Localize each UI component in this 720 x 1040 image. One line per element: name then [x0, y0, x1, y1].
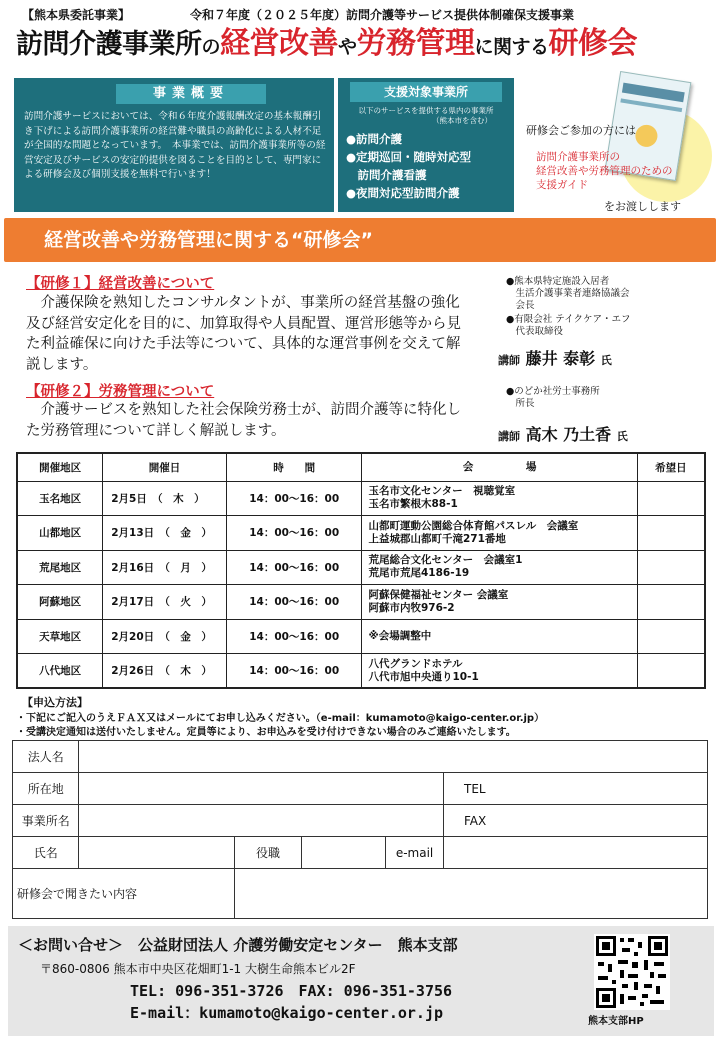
hope-checkbox-cell[interactable] — [637, 619, 705, 654]
target-item: 訪問介護看護 — [346, 168, 427, 182]
footer-address: 〒860-0806 熊本市中央区花畑町1-1 大樹生命熊本ビル2F — [40, 962, 356, 976]
email-field[interactable] — [443, 837, 707, 869]
target-note-line: （熊本市を含む） — [432, 116, 492, 125]
form-row — [13, 869, 708, 919]
title-part: 経営改善 — [220, 26, 339, 61]
venue-address: 玉名市繁根木88-1 — [368, 498, 458, 511]
schedule-table — [16, 452, 706, 689]
lecturer-label: 講師 — [498, 354, 520, 367]
date-cell: 2月17日 （ 火 ） — [103, 585, 227, 620]
corp-name-field[interactable] — [79, 741, 708, 773]
seminar2-body: 介護サービスを熟知した社会保険労務士が、訪問介護等に特化した労務管理について詳しく解説します。 — [26, 402, 461, 439]
target-heading: 支援対象事業所 — [350, 82, 502, 102]
schedule-header-row — [17, 453, 705, 481]
title-part: 訪問介護事業所 — [16, 29, 202, 60]
address-field[interactable] — [79, 773, 444, 805]
footer-tel-fax: TEL: 096-351-3726 FAX: 096-351-3756 — [130, 982, 453, 1000]
lecturer-label: 講師 — [498, 430, 520, 443]
qr-code-icon[interactable] — [594, 934, 670, 1010]
time-cell: 14：00～16：00 — [226, 654, 362, 689]
booklet-guide-title — [536, 150, 673, 192]
overview-box — [14, 78, 334, 212]
target-item: ●定期巡回・随時対応型 — [346, 150, 472, 164]
date-cell: 2月26日 （ 木 ） — [103, 654, 227, 689]
org-line: ●熊本県特定施設入居者 — [506, 276, 610, 287]
venue-name: 八代グランドホテル — [368, 657, 463, 670]
seminar1-heading: 【研修１】経営改善について — [26, 276, 215, 292]
page-title — [16, 24, 637, 67]
lecturer1-org — [506, 276, 630, 312]
name-field[interactable] — [79, 837, 235, 869]
target-note — [346, 106, 506, 126]
hope-checkbox-cell[interactable] — [637, 585, 705, 620]
title-part: や — [338, 36, 357, 58]
table-row — [17, 516, 705, 551]
time-cell: 14：00～16：00 — [226, 619, 362, 654]
date-cell: 2月20日 （ 金 ） — [103, 619, 227, 654]
office-name-field[interactable] — [79, 805, 444, 837]
area-cell: 阿蘇地区 — [17, 585, 103, 620]
venue-address: 八代市旭中央通り10-1 — [368, 670, 479, 683]
org-line: ●のどか社労士事務所 — [506, 386, 600, 397]
guide-line: 支援ガイド — [536, 179, 589, 191]
org-line: ●有限会社 テイクケア・エフ — [506, 314, 631, 325]
header-tag: 【熊本県委託事業】 — [22, 8, 131, 22]
fax-field[interactable] — [486, 805, 707, 837]
target-box — [338, 78, 514, 212]
venue-address: 阿蘇市内牧976-2 — [368, 601, 455, 614]
time-cell: 14：00～16：00 — [226, 481, 362, 516]
footer-inquiry: ＜お問い合せ＞ 公益財団法人 介護労働安定センター 熊本支部 — [18, 936, 458, 954]
time-cell: 14：00～16：00 — [226, 585, 362, 620]
apply-heading: 【申込方法】 — [22, 696, 88, 709]
booklet-figure — [634, 123, 659, 148]
table-row — [17, 654, 705, 689]
form-row — [13, 805, 708, 837]
lecturer2-org — [506, 386, 600, 410]
booklet-caption: をお渡しします — [604, 200, 681, 213]
col-header: 開催地区 — [17, 453, 103, 481]
lecturer1-org — [506, 314, 630, 338]
hope-checkbox-cell[interactable] — [637, 516, 705, 551]
form-label: 所在地 — [13, 773, 79, 805]
hope-checkbox-cell[interactable] — [637, 550, 705, 585]
org-line: 代表取締役 — [506, 326, 564, 337]
venue-name: ※会場調整中 — [368, 629, 432, 642]
lecturer2-name — [498, 422, 628, 445]
title-part: 労務管理 — [356, 26, 475, 61]
footer-email[interactable]: E-mail：kumamoto@kaigo-center.or.jp — [130, 1004, 444, 1022]
target-item: ●夜間対応型訪問介護 — [346, 186, 460, 200]
form-row — [13, 741, 708, 773]
form-label: 研修会で聞きたい内容 — [13, 869, 235, 919]
venue-name: 阿蘇保健福祉センター 会議室 — [368, 588, 509, 601]
booklet-caption: 研修会ご参加の方には — [526, 124, 636, 137]
form-row — [13, 837, 708, 869]
area-cell: 天草地区 — [17, 619, 103, 654]
venue-cell — [362, 516, 637, 551]
col-header: 時 間 — [226, 453, 362, 481]
question-field[interactable] — [235, 869, 708, 919]
date-cell: 2月16日 （ 月 ） — [103, 550, 227, 585]
venue-cell — [362, 585, 637, 620]
apply-note: ・下記にご記入のうえＦＡＸ又はメールにてお申し込みください。（e-mail：kumamoto@kaigo-center.or.jp） — [16, 713, 545, 724]
org-line: 生活介護事業者連絡協議会 — [506, 288, 630, 299]
col-header: 会 場 — [362, 453, 637, 481]
seminar1-body: 介護保険を熟知したコンサルタントが、事業所の経営基盤の強化及び経営安定化を目的に、加算取得や人員配置、運営形態等から見た利益確保に向けた手法等について、具体的な運営事例を交えて解説します。 — [26, 295, 461, 373]
form-label: 役職 — [235, 837, 301, 869]
col-header: 希望日 — [637, 453, 705, 481]
area-cell: 八代地区 — [17, 654, 103, 689]
title-part: に関する — [474, 36, 549, 58]
form-row — [13, 773, 708, 805]
venue-name: 荒尾総合文化センター 会議室1 — [368, 554, 523, 567]
venue-cell — [362, 550, 637, 585]
date-cell: 2月13日 （ 金 ） — [103, 516, 227, 551]
venue-name: 玉名市文化センター 視聴覚室 — [368, 485, 516, 498]
lecturer1-name — [498, 346, 612, 369]
venue-cell — [362, 481, 637, 516]
lecturer-suffix: 氏 — [616, 430, 628, 443]
lecturer-name: 高木 乃土香 — [525, 425, 612, 444]
org-line: 会長 — [506, 300, 535, 311]
hope-checkbox-cell[interactable] — [637, 481, 705, 516]
col-header: 開催日 — [103, 453, 227, 481]
form-label: e-mail — [386, 837, 444, 869]
header-subtitle: 令和７年度（２０２５年度）訪問介護等サービス提供体制確保支援事業 — [190, 8, 575, 22]
form-label: 氏名 — [13, 837, 79, 869]
overview-text: 訪問介護サービスにおいては、令和６年度介護報酬改定の基本報酬引き下げによる訪問介護事業所の経営難や職員の高齢化による人材不足が全国的な問題となっています。 本事業では、訪問介護事業所等の経営安定及びサービスの安定的提供を図ることを目的として、専門家による研修会及び個別支援を無料で行います！ — [24, 111, 326, 181]
qr-caption: 熊本支部HP — [588, 1016, 644, 1027]
form-label: 法人名 — [13, 741, 79, 773]
application-form — [12, 740, 708, 919]
target-list — [346, 130, 471, 202]
overview-heading: 事業概要 — [116, 84, 266, 104]
guide-line: 訪問介護事業所の — [536, 151, 620, 163]
area-cell: 玉名地区 — [17, 481, 103, 516]
tel-field[interactable] — [486, 773, 707, 805]
date-cell: 2月5日 （ 木 ） — [103, 481, 227, 516]
target-item: ●訪問介護 — [346, 132, 403, 146]
form-label: FAX — [443, 805, 486, 837]
venue-address: 上益城郡山都町千滝271番地 — [368, 532, 506, 545]
table-row — [17, 619, 705, 654]
position-field[interactable] — [301, 837, 385, 869]
form-label: 事業所名 — [13, 805, 79, 837]
lecturer-name: 藤井 泰彰 — [525, 349, 596, 368]
table-row — [17, 585, 705, 620]
table-row — [17, 481, 705, 516]
venue-address: 荒尾市荒尾4186-19 — [368, 567, 470, 580]
lecturer-suffix: 氏 — [600, 354, 612, 367]
target-note-line: 以下のサービスを提供する県内の事業所 — [358, 106, 494, 115]
venue-cell — [362, 619, 637, 654]
venue-cell — [362, 654, 637, 689]
hope-checkbox-cell[interactable] — [637, 654, 705, 689]
table-row — [17, 550, 705, 585]
guide-line: 経営改善や労務管理のための — [536, 165, 673, 177]
title-part: の — [201, 36, 221, 58]
org-line: 所長 — [506, 398, 535, 409]
time-cell: 14：00～16：00 — [226, 550, 362, 585]
seminar2-heading: 【研修２】労務管理について — [26, 384, 215, 400]
form-label: TEL — [443, 773, 486, 805]
section-banner: 経営改善や労務管理に関する“研修会” — [4, 218, 716, 262]
title-part: 研修会 — [548, 26, 638, 61]
area-cell: 荒尾地区 — [17, 550, 103, 585]
time-cell: 14：00～16：00 — [226, 516, 362, 551]
apply-note: ・受講決定通知は送付いたしません。定員等により、お申込みを受け付けできない場合のみご連絡いたします。 — [16, 727, 516, 738]
venue-name: 山都町運動公園総合体育館パスレル 会議室 — [368, 519, 579, 532]
area-cell: 山都地区 — [17, 516, 103, 551]
